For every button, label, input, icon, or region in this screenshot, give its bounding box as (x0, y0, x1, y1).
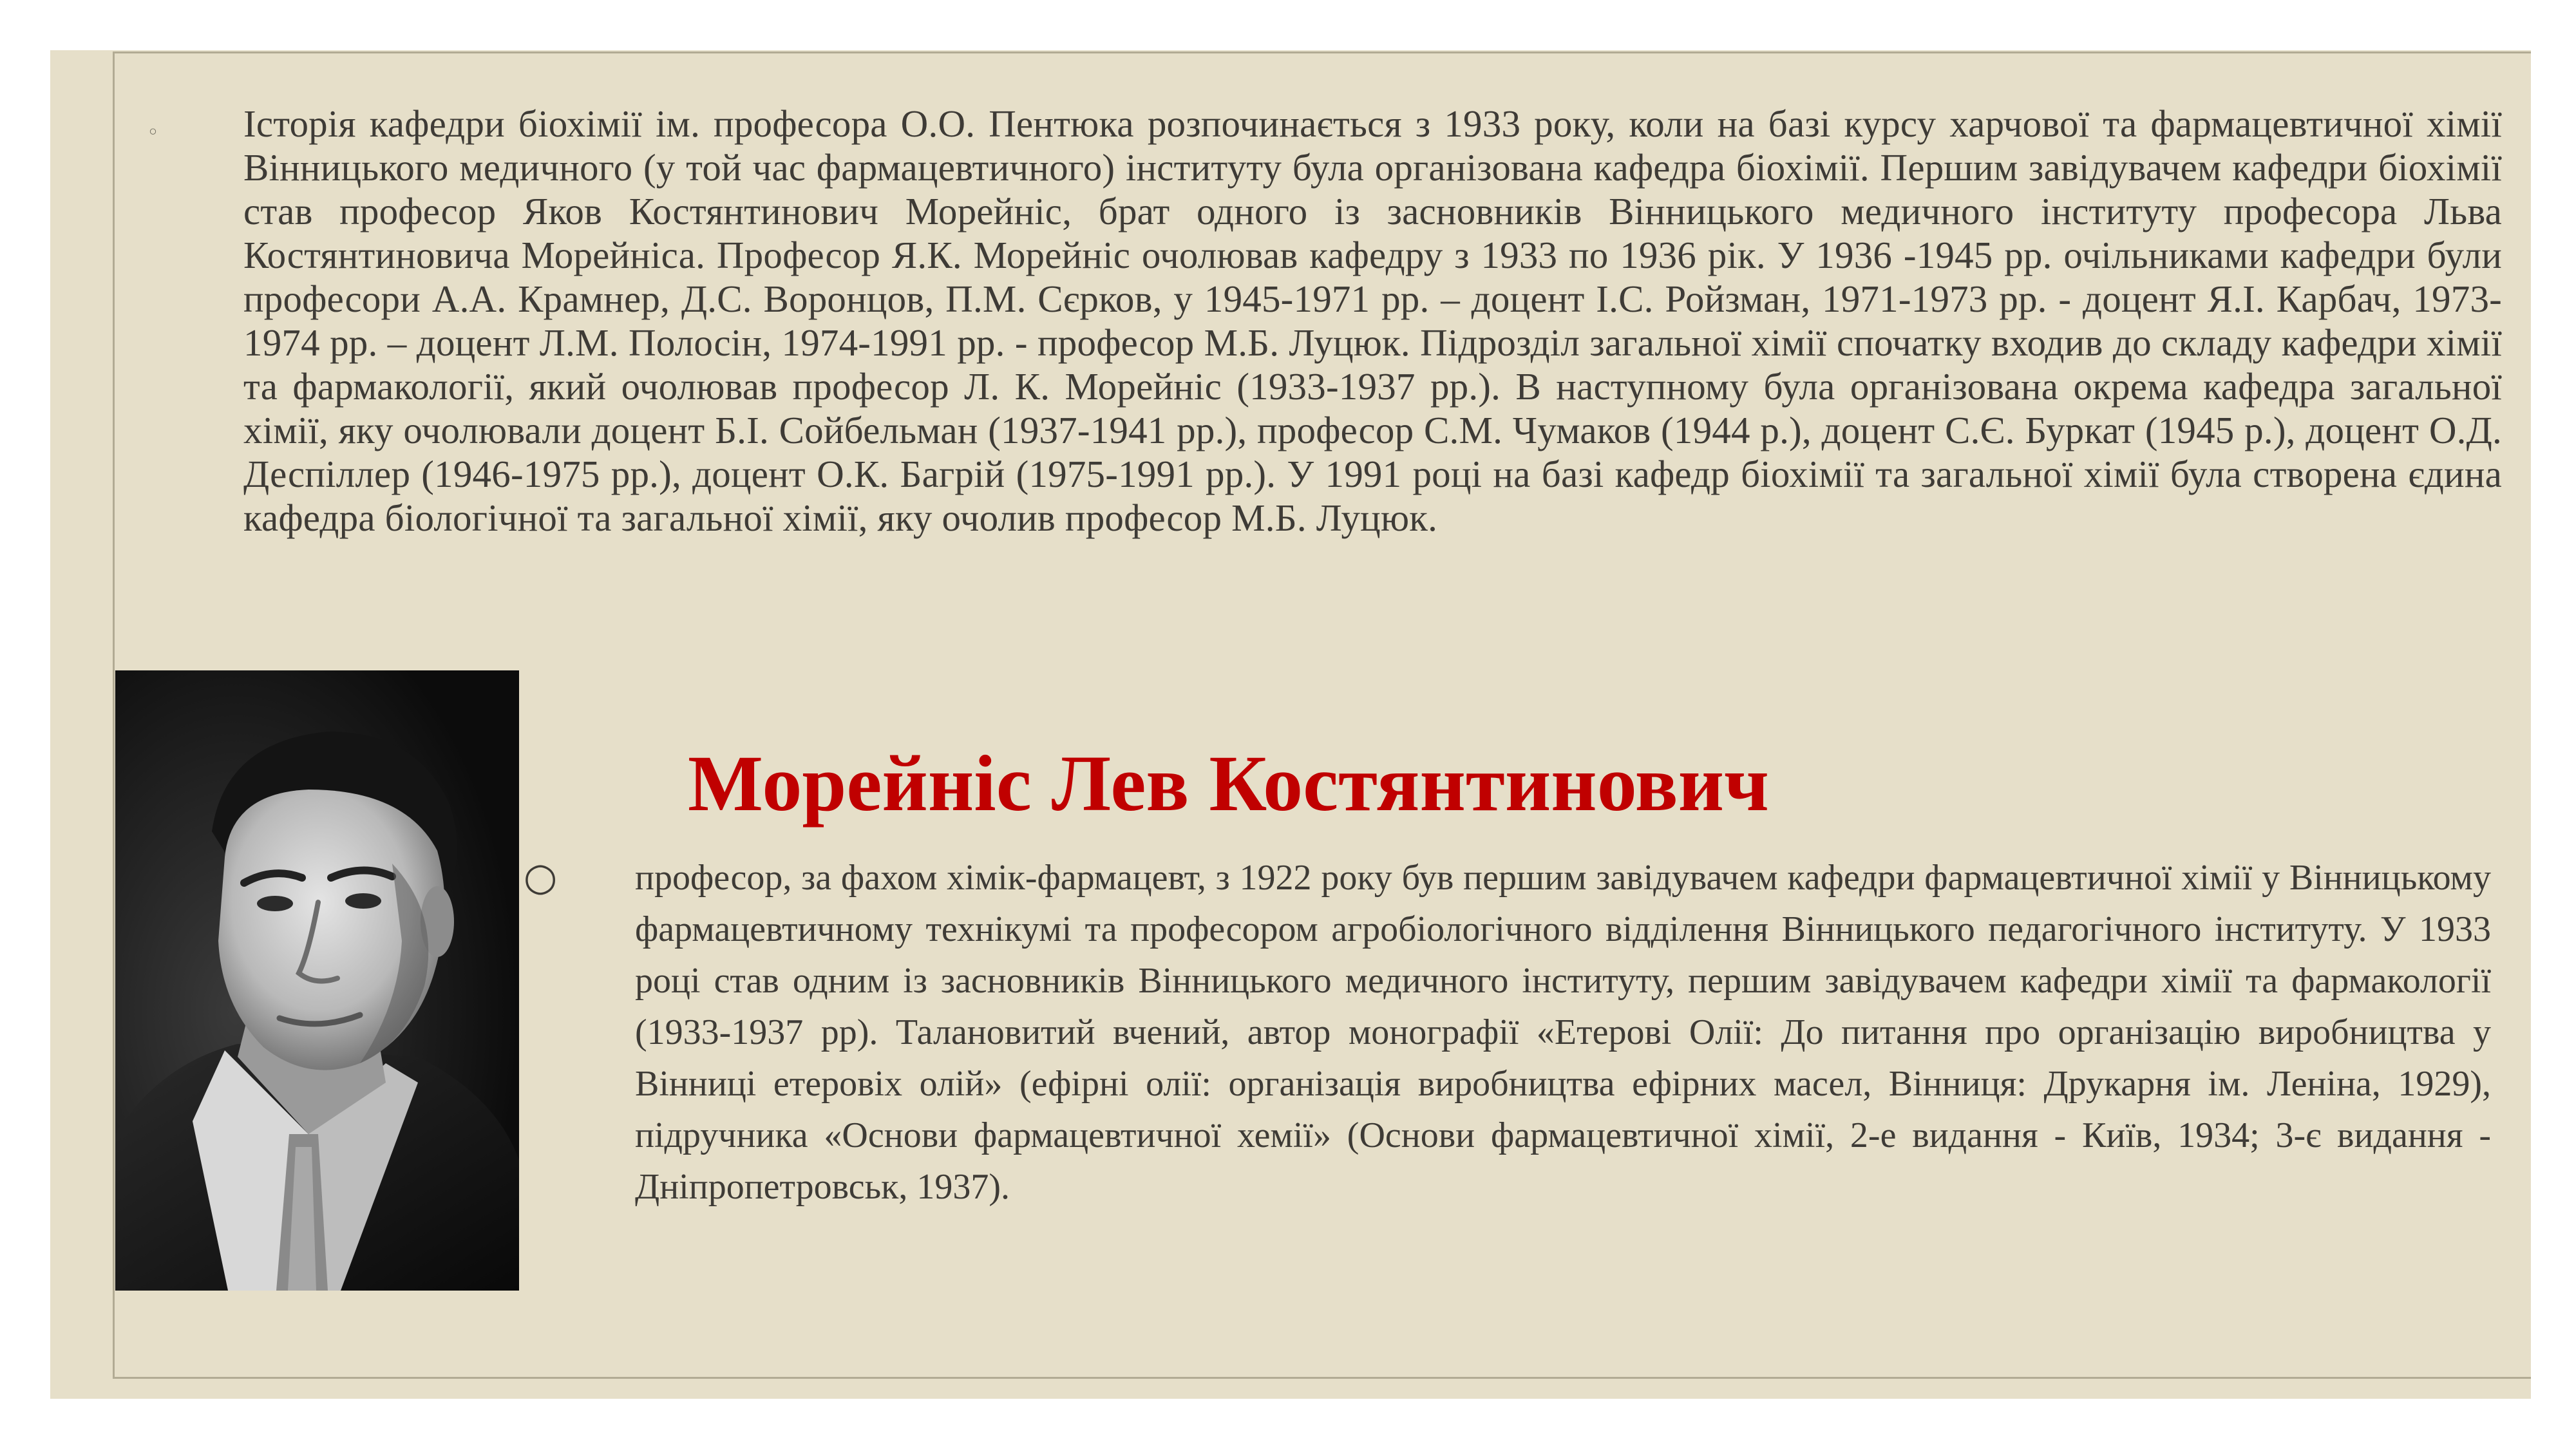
bio-text: професор, за фахом хімік-фармацевт, з 1922 року був першим завідувачем кафедри фармацевтичної хімії у Вінницькому фармацевтичному технікумі та професором агробіологічного відділення Вінницького педагогічного інституту. У 1933 році став одним із засновників Вінницького медичного інституту, першим завідувачем кафедри хімії та фармакології (1933-1937 рр). Талановитий вчений, автор монографії «Етерові Олії: До питання про організацію виробництва у Вінниці етеровіх олій» (ефірні олії: організація виробництва ефірних масел, Вінниця: Друкарня ім. Леніна, 1929), підручника «Основи фармацевтичної хемії» (Основи фармацевтичної хімії, 2-е видання - Київ, 1934; 3-є видання - Дніпропетровськ, 1937). (635, 858, 2491, 1207)
portrait-photo (115, 670, 519, 1291)
bullet-icon: ○ (524, 855, 558, 900)
portrait-image (115, 670, 519, 1291)
slide (50, 50, 2531, 1399)
history-paragraph (147, 102, 2502, 681)
bio-paragraph (524, 852, 2491, 1341)
person-name-heading: Морейніс Лев Костянтинович (688, 739, 1769, 828)
bullet-icon: ◦ (147, 120, 159, 144)
history-text: Історія кафедри біохімії ім. професора О.О. Пентюка розпочинається з 1933 року, коли на базі курсу харчової та фармацевтичної хімії Вінницького медичного (у той час фармацевтичного) інституту була організована кафедра біохімії. Першим завідувачем кафедри біохімії став професор Яков Костянтинович Морейніс, брат одного із засновників Вінницького медичного інституту професора Льва Костянтиновича Морейніса. Професор Я.К. Морейніс очолював кафедру з 1933 по 1936 рік. У 1936 -1945 рр. очільниками кафедри були професори А.А. Крамнер, Д.С. Воронцов, П.М. Сєрков, у 1945-1971 рр. – доцент І.С. Ройзман, 1971-1973 рр. - доцент Я.І. Карбач, 1973-1974 рр. – доцент Л.М. Полосін, 1974-1991 рр. - професор М.Б. Луцюк. Підрозділ загальної хімії спочатку входив до складу кафедри хімії та фармакології, який очолював професор Л. К. Морейніс (1933-1937 рр.). В наступному була організована окрема кафедра загальної хімії, яку очолювали доцент Б.І. Сойбельман (1937-1941 рр.), професор С.М. Чумаков (1944 р.), доцент С.Є. Буркат (1945 р.), доцент О.Д. Деспіллер (1946-1975 рр.), доцент О.К. Багрій (1975-1991 рр.). У 1991 році на базі кафедр біохімії та загальної хімії була створена єдина кафедра біологічної та загальної хімії, яку очолив професор М.Б. Луцюк. (243, 102, 2502, 539)
